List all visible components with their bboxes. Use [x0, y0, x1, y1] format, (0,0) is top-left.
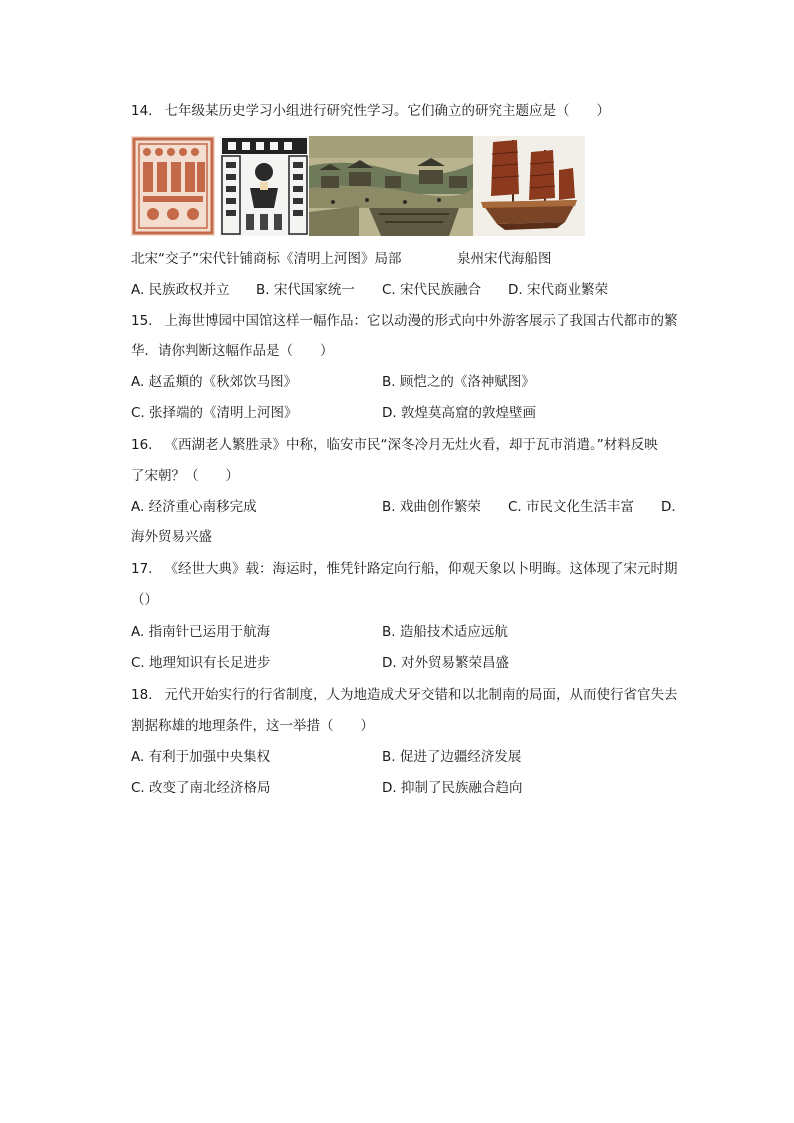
- q15-option-a[interactable]: A. 赵孟頫的《秋郊饮马图》: [131, 374, 298, 390]
- question-number: 16.: [131, 437, 153, 453]
- q16-option-d-text[interactable]: 海外贸易兴盛: [131, 529, 212, 545]
- question-text: 《经世大典》载：海运时，惟凭针路定向行船，仰观天象以卜明晦。这体现了宋元时期: [164, 561, 678, 577]
- question-number: 14.: [131, 103, 153, 119]
- q14-option-d[interactable]: D. 宋代商业繁荣: [508, 282, 608, 298]
- qingming-scroll-detail-icon: [309, 136, 473, 236]
- q14-option-b[interactable]: B. 宋代国家统一: [256, 282, 355, 298]
- q14-option-a[interactable]: A. 民族政权并立: [131, 282, 230, 298]
- question-number: 15.: [131, 313, 153, 329]
- q17-option-c[interactable]: C. 地理知识有长足进步: [131, 655, 271, 671]
- question-15-stem-cont: 华．请你判断这幅作品是（ ）: [131, 343, 334, 359]
- q14-option-c[interactable]: C. 宋代民族融合: [382, 282, 482, 298]
- q18-option-c[interactable]: C. 改变了南北经济格局: [131, 780, 271, 796]
- q15-option-b[interactable]: B. 顾恺之的《洛神赋图》: [382, 374, 535, 390]
- q17-option-b[interactable]: B. 造船技术适应远航: [382, 624, 508, 640]
- q18-option-a[interactable]: A. 有利于加强中央集权: [131, 749, 271, 765]
- question-text: 七年级某历史学习小组进行研究性学习。它们确立的研究主题应是（ ）: [164, 103, 610, 119]
- question-17-stem: [131, 559, 677, 579]
- q15-option-d[interactable]: D. 敦煌莫高窟的敦煌壁画: [382, 405, 536, 421]
- jiaozi-banknote-icon: [131, 136, 215, 236]
- q18-option-d[interactable]: D. 抑制了民族融合趋向: [382, 780, 523, 796]
- question-number: 17.: [131, 561, 153, 577]
- q15-option-c[interactable]: C. 张择端的《清明上河图》: [131, 405, 298, 421]
- q17-option-d[interactable]: D. 对外贸易繁荣昌盛: [382, 655, 509, 671]
- question-15-stem: [131, 311, 677, 331]
- question-17-stem-cont: （）: [131, 592, 158, 608]
- question-16-stem-cont: 了宋朝？（ ）: [131, 468, 239, 484]
- question-number: 18.: [131, 687, 153, 703]
- needle-shop-trademark-icon: [220, 136, 309, 236]
- q16-option-b[interactable]: B. 戏曲创作繁荣: [382, 499, 481, 515]
- question-text: 《西湖老人繁胜录》中称，临安市民“深冬冷月无灶火看，却于瓦市消遣。”材料反映: [164, 437, 658, 453]
- song-junk-ship-icon: [473, 136, 585, 236]
- image-caption-left: 北宋“交子”宋代针铺商标《清明上河图》局部: [131, 251, 402, 267]
- image-caption-ship: 泉州宋代海船图: [457, 251, 552, 267]
- question-14-image-strip: [131, 136, 591, 236]
- question-text: 元代开始实行的行省制度，人为地造成犬牙交错和以北制南的局面，从而使行省官失去: [164, 687, 678, 703]
- q16-option-a[interactable]: A. 经济重心南移完成: [131, 499, 257, 515]
- q17-option-a[interactable]: A. 指南针已运用于航海: [131, 624, 271, 640]
- q18-option-b[interactable]: B. 促进了边疆经济发展: [382, 749, 522, 765]
- question-18-stem: [131, 685, 677, 705]
- question-16-stem: [131, 435, 658, 455]
- question-18-stem-cont: 割据称雄的地理条件，这一举措（ ）: [131, 718, 374, 734]
- question-14-stem: [131, 101, 610, 121]
- question-text: 上海世博园中国馆这样一幅作品：它以动漫的形式向中外游客展示了我国古代都市的繁: [164, 313, 678, 329]
- q16-option-c[interactable]: C. 市民文化生活丰富: [508, 499, 635, 515]
- q16-option-d-label[interactable]: D.: [661, 499, 676, 515]
